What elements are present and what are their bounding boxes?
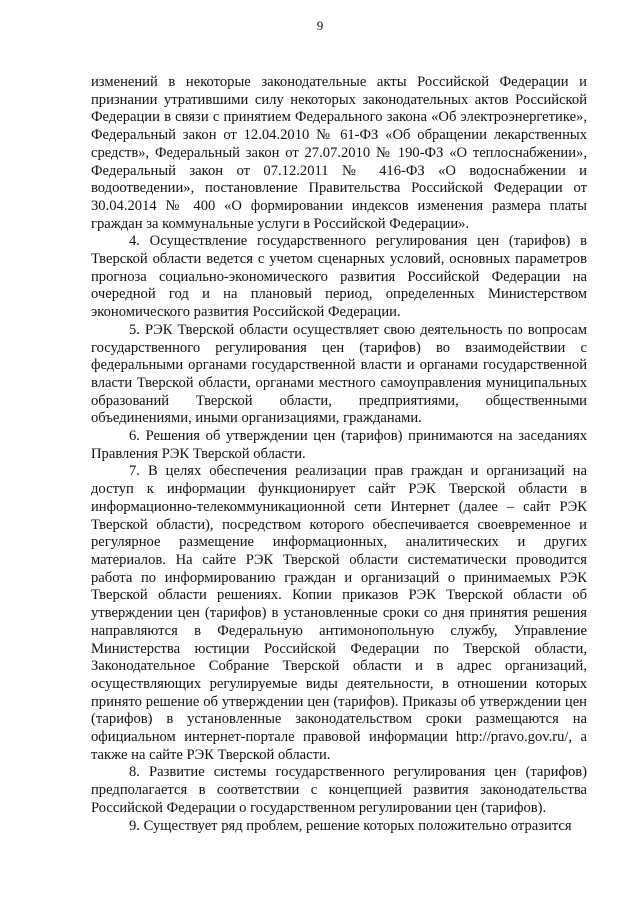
paragraph-continuation: изменений в некоторые законодательные акты Российской Федерации и признании утратившими силу некоторых законодательных актов Российской Федерации в связи с принятием Федерального закона «Об электроэнергетике», Федеральный закон от 12.04.2010 № 61-ФЗ «Об обращении лекарственных средств», Федеральный закон от 27.07.2010 № 190-ФЗ «О теплоснабжении», Федеральный закон от 07.12.2011 № 416-ФЗ «О водоснабжении и водоотведении», постановление Правительства Российской Федерации от 30.04.2014 № 400 «О формировании индексов изменения размера платы граждан за коммунальные услуги в Российской Федерации».: [91, 74, 587, 232]
page-number: 9: [316, 18, 324, 33]
paragraph-8: 8. Развитие системы государственного регулирования цен (тарифов) предполагается в соответствии с концепцией развития законодательства Российской Федерации о государственном регулировании цен (тарифов).: [91, 764, 587, 816]
paragraph-4: 4. Осуществление государственного регулирования цен (тарифов) в Тверской области ведется с учетом сценарных условий, основных параметров прогноза социально-экономического развития Российской Федерации на очередной год и на плановый период, определенных Министерством экономического развития Российской Федерации.: [91, 233, 587, 321]
paragraph-9: 9. Существует ряд проблем, решение которых положительно отразится: [129, 817, 572, 834]
document-body: [91, 74, 587, 835]
paragraph-6: 6. Решения об утверждении цен (тарифов) принимаются на заседаниях Правления РЭК Тверской области.: [91, 428, 587, 462]
paragraph-7: 7. В целях обеспечения реализации прав граждан и организаций на доступ к информации функционирует сайт РЭК Тверской области в информационно-телекоммуникационной сети Интернет (далее – сайт РЭК Тверской области), посредством которого обеспечивается своевременное и регулярное размещение информационных, аналитических и других материалов. На сайте РЭК Тверской области систематически проводится работа по информированию граждан и организаций о принимаемых РЭК Тверской области решениях. Копии приказов РЭК Тверской области об утверждении цен (тарифов) в установленные сроки со дня принятия решения направляются в Федеральную антимонопольную службу, Управление Министерства юстиции Российской Федерации по Тверской области, Законодательное Собрание Тверской области и в адрес организаций, осуществляющих регулируемые виды деятельности, в отношении которых принято решение об утверждении цен (тарифов). Приказы об утверждении цен (тарифов) в установленные законодательством сроки размещаются на официальном интернет-портале правовой информации http://pravo.gov.ru/, а также на сайте РЭК Тверской области.: [91, 463, 587, 763]
paragraph-5: 5. РЭК Тверской области осуществляет свою деятельность по вопросам государственного регулирования цен (тарифов) во взаимодействии с федеральными органами государственной власти и органами государственной власти Тверской области, органами местного самоуправления муниципальных образований Тверской области, предприятиями, общественными объединениями, иными организациями, гражданами.: [91, 321, 587, 427]
